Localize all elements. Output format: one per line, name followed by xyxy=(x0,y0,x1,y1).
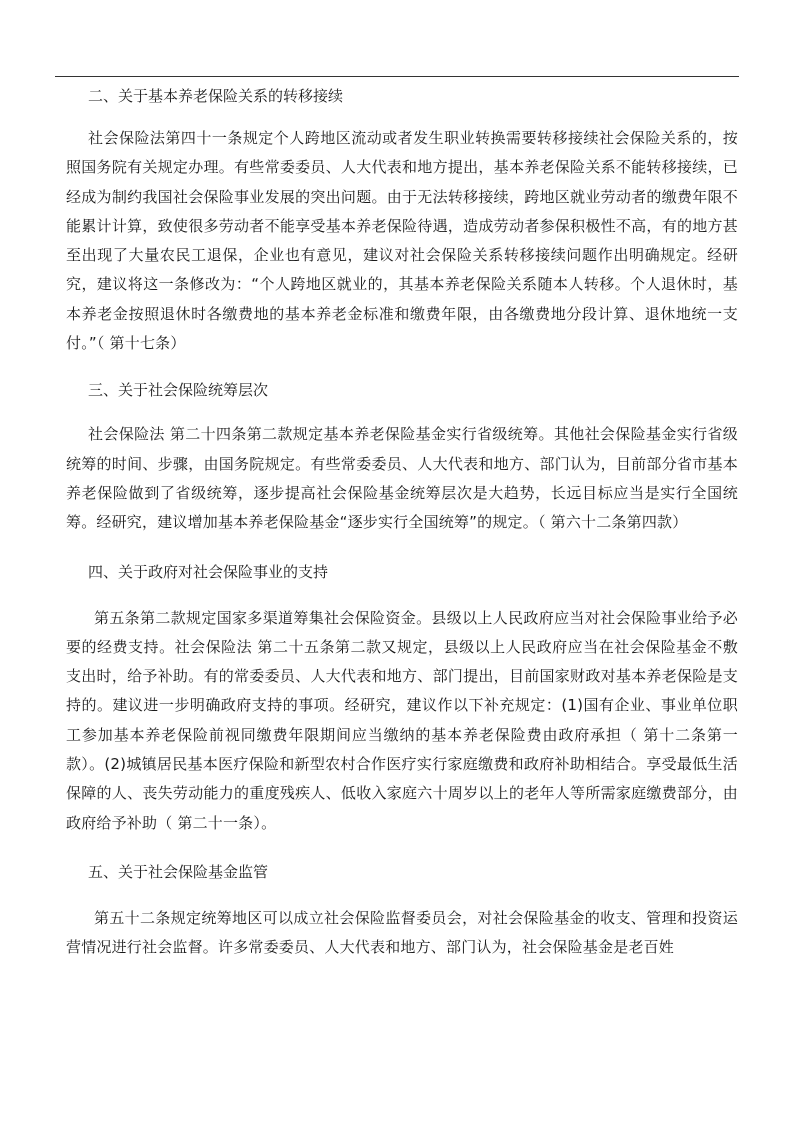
section-heading-government-support: 四、关于政府对社会保险事业的支持 xyxy=(88,562,329,581)
section-paragraph-government-support: 第五条第二款规定国家多渠道筹集社会保险资金。县级以上人民政府应当对社会保险事业给予必要的经费支持。社会保险法 第二十五条第二款又规定，县级以上人民政府应当在社会保险基金不敷支出时，给予补助。有的常委委员、人大代表和地方、部门提出，目前国家财政对基本养老保险是支持的。建议进一步明确政府支持的事项。经研究，建议作以下补充规定：(1)国有企业、事业单位职工参加基本养老保险前视同缴费年限期间应当缴纳的基本养老保险费由政府承担（ 第十二条第一款）。(2)城镇居民基本医疗保险和新型农村合作医疗实行家庭缴费和政府补助相结合。享受最低生活保障的人、丧失劳动能力的重度残疾人、低收入家庭六十周岁以上的老年人等所需家庭缴费部分，由政府给予补助（ 第二十一条）。 xyxy=(66,608,738,832)
section-heading-fund-supervision: 五、关于社会保险基金监管 xyxy=(88,862,269,881)
section-paragraph-fund-supervision: 第五十二条规定统筹地区可以成立社会保险监督委员会，对社会保险基金的收支、管理和投资运营情况进行社会监督。许多常委委员、人大代表和地方、部门认为，社会保险基金是老百姓 xyxy=(66,908,738,957)
header-rule xyxy=(55,76,739,77)
section-paragraph-transfer: 社会保险法第四十一条规定个人跨地区流动或者发生职业转换需要转移接续社会保险关系的，按照国务院有关规定办理。有些常委委员、人大代表和地方提出，基本养老保险关系不能转移接续，已经成为制约我国社会保险事业发展的突出问题。由于无法转移接续，跨地区就业劳动者的缴费年限不能累计计算，致使很多劳动者不能享受基本养老保险待遇，造成劳动者参保积极性不高，有的地方甚至出现了大量农民工退保，企业也有意见，建议对社会保险关系转移接续问题作出明确规定。经研究，建议将这一条修改为：“个人跨地区就业的，其基本养老保险关系随本人转移。个人退休时，基本养老金按照退休时各缴费地的基本养老金标准和缴费年限，由各缴费地分段计算、退休地统一支付。”（ 第十七条） xyxy=(66,129,738,353)
document-body xyxy=(66,80,738,963)
section-heading-pooling-level: 三、关于社会保险统筹层次 xyxy=(88,381,269,400)
section-paragraph-pooling-level: 社会保险法 第二十四条第二款规定基本养老保险基金实行省级统筹。其他社会保险基金实行省级统筹的时间、步骤，由国务院规定。有些常委委员、人大代表和地方、部门认为，目前部分省市基本养老保险做到了省级统筹，逐步提高社会保险基金统筹层次是大趋势，长远目标应当是实行全国统筹。经研究，建议增加基本养老保险基金“逐步实行全国统筹”的规定。（ 第六十二条第四款） xyxy=(66,425,738,532)
section-heading-transfer: 二、关于基本养老保险关系的转移接续 xyxy=(88,87,344,105)
